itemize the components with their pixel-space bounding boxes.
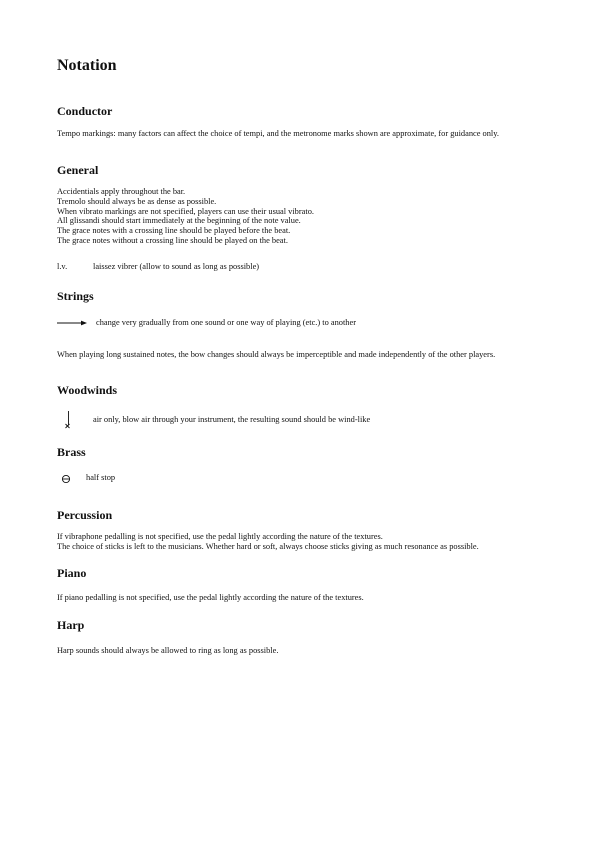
general-line: All glissandi should start immediately at the beginning of the note value. — [57, 216, 301, 226]
section-heading-general: General — [57, 163, 99, 177]
lv-abbreviation: l.v. — [57, 262, 68, 271]
half-stop-description: half stop — [86, 473, 116, 482]
percussion-line: The choice of sticks is left to the musicians. Whether hard or soft, always choose sticks giving as much resonance as possible. — [57, 541, 479, 551]
general-line: Tremolo should always be as dense as possible. — [57, 196, 217, 206]
general-text-block — [57, 187, 547, 246]
section-heading-strings: Strings — [57, 289, 94, 303]
section-heading-harp: Harp — [57, 618, 85, 632]
air-only-description: air only, blow air through your instrument, the resulting sound should be wind-like — [93, 415, 371, 424]
harp-line: Harp sounds should always be allowed to ring as long as possible. — [57, 646, 279, 655]
section-heading-woodwinds: Woodwinds — [57, 383, 118, 397]
piano-text — [57, 593, 547, 603]
section-heading-conductor: Conductor — [57, 104, 113, 118]
right-arrow-icon — [57, 318, 87, 328]
lv-description: laissez vibrer (allow to sound as long as possible) — [93, 262, 260, 271]
percussion-line: If vibraphone pedalling is not specified, use the pedal lightly according the nature of the textures. — [57, 532, 383, 541]
section-heading-brass: Brass — [57, 445, 86, 459]
conductor-text: Tempo markings: many factors can affect the choice of tempi, and the metronome marks shown are approximate, for guidance only. — [57, 129, 499, 138]
general-line: Accidentials apply throughout the bar. — [57, 187, 186, 196]
gradual-change-description: change very gradually from one sound or one way of playing (etc.) to another — [96, 318, 357, 327]
bow-change-text: When playing long sustained notes, the bow changes should always be imperceptible and made independently of the other players. — [57, 350, 496, 359]
page-title: Notation — [57, 57, 117, 74]
general-line: The grace notes without a crossing line should be played on the beat. — [57, 235, 288, 245]
piano-line: If piano pedalling is not specified, use the pedal lightly according the nature of the textures. — [57, 593, 364, 602]
section-heading-percussion: Percussion — [57, 508, 113, 522]
air-only-notehead-icon — [61, 410, 73, 430]
general-line: When vibrato markings are not specified, players can use their usual vibrato. — [57, 206, 314, 216]
harp-text — [57, 646, 547, 656]
half-stop-icon — [61, 474, 71, 484]
section-heading-piano: Piano — [57, 566, 87, 580]
percussion-text-block — [57, 532, 547, 552]
general-line: The grace notes with a crossing line should be played before the beat. — [57, 226, 291, 236]
